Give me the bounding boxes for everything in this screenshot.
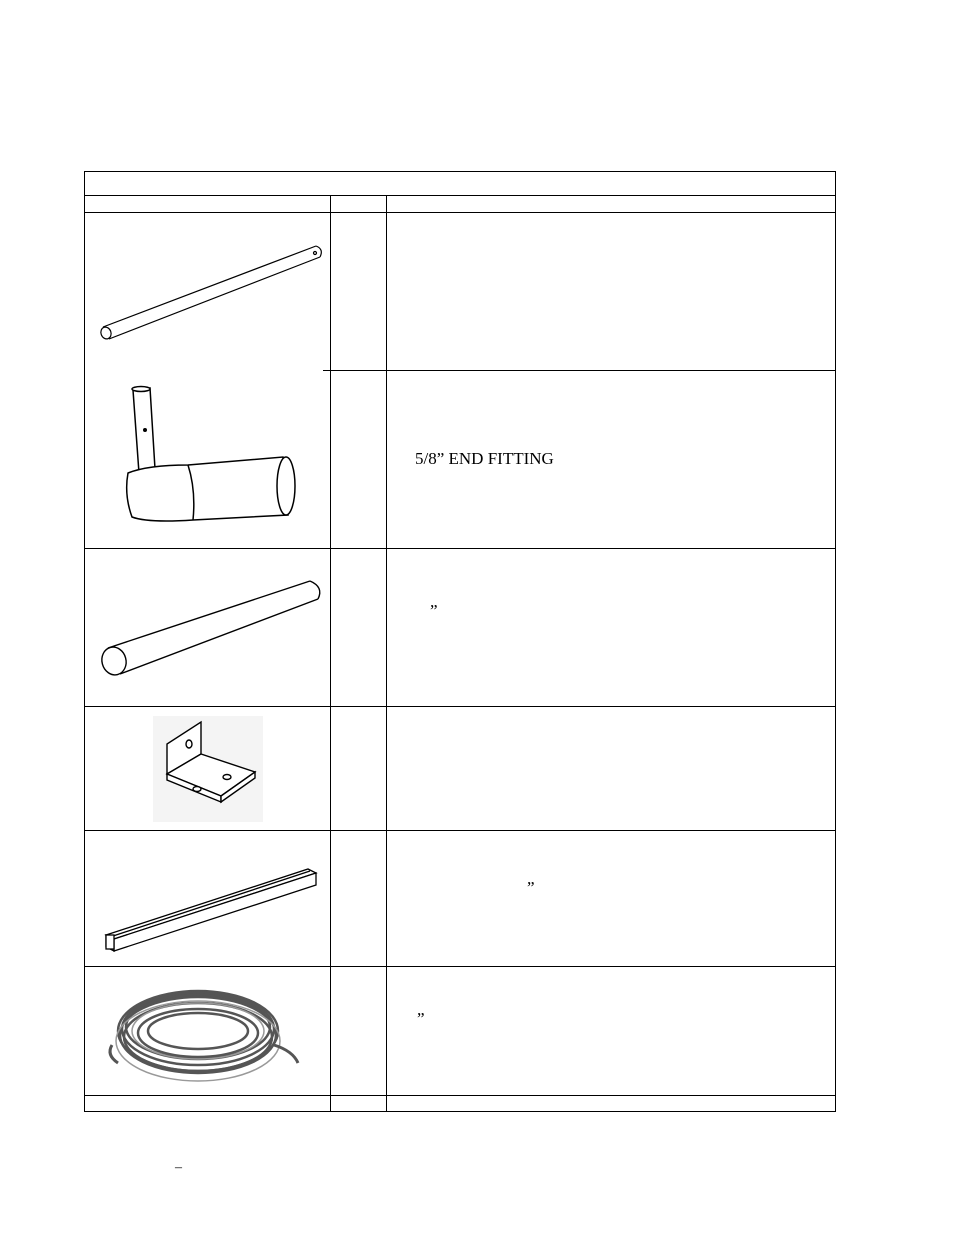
angle-bracket-icon [143,714,273,824]
part-desc-3 [387,549,835,706]
channel-rail-icon [88,839,328,959]
part-image-3 [85,549,330,706]
part-image-5 [85,831,330,966]
part-description: ” [430,601,438,620]
coiled-cable-icon [98,971,318,1091]
part-image-6 [85,967,330,1095]
header-rule [85,195,835,196]
part-description: ” [527,878,535,897]
part-desc-1 [387,213,835,370]
part-image-1 [85,213,330,370]
part-description: 5/8” END FITTING [415,449,554,468]
row-rule-6 [85,1095,835,1096]
long-thin-tube-icon [88,217,328,367]
part-image-4 [85,707,330,830]
large-tube-icon [88,553,328,703]
part-desc-5 [387,831,835,966]
part-image-2 [85,371,330,548]
part-desc-6 [387,967,835,1095]
end-fitting-icon [88,375,328,545]
part-desc-4 [387,707,835,830]
col-rule-1 [330,195,331,1111]
footer-mark: – [175,1160,182,1175]
part-description: ” [417,1009,425,1028]
parts-table [84,171,836,1112]
part-desc-2 [387,371,835,548]
